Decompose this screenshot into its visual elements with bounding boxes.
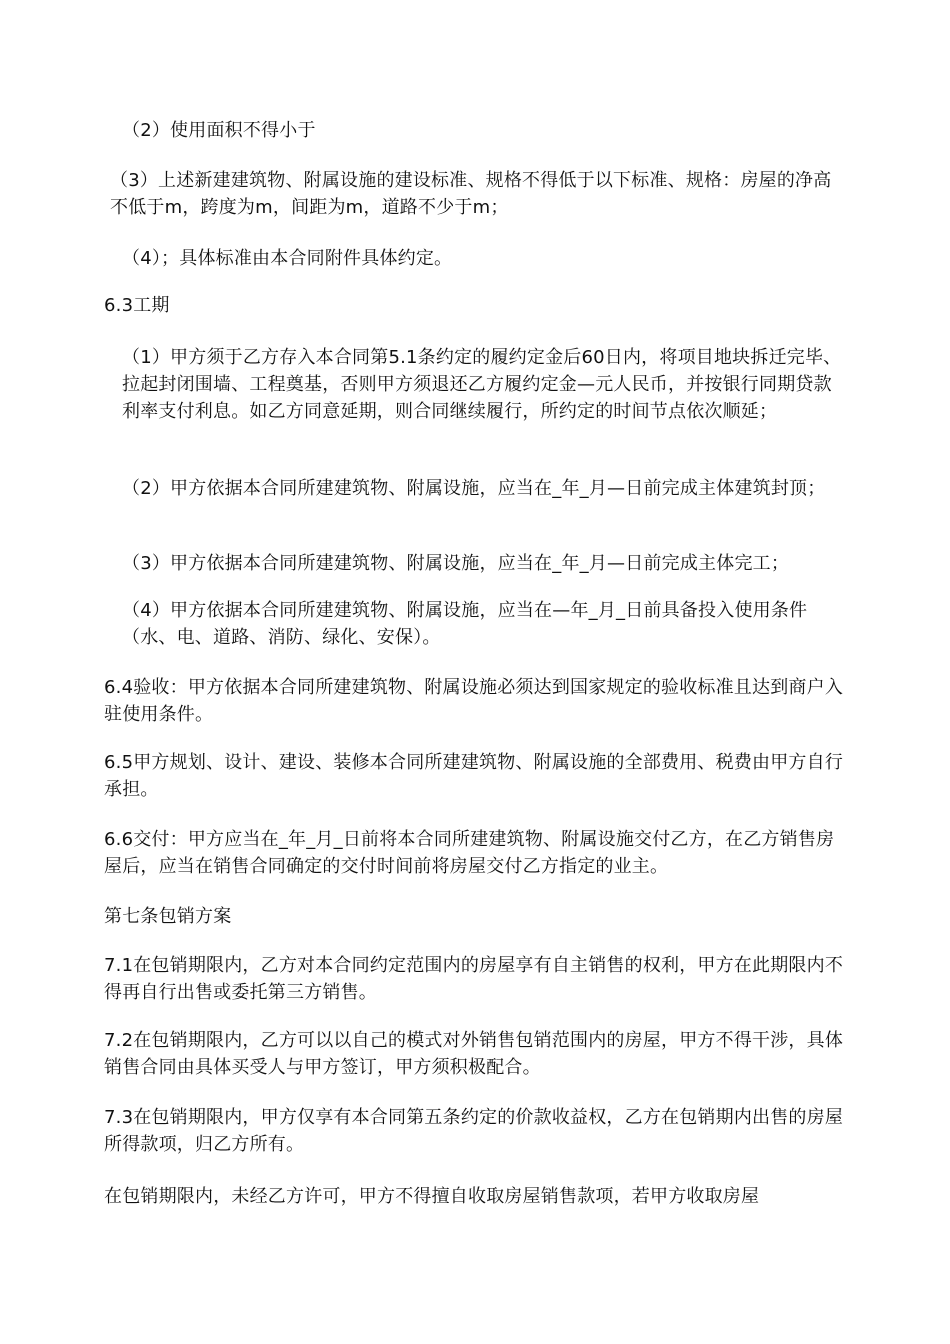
section-heading-6-3: 6.3工期	[104, 295, 170, 316]
paragraph-6-2-4: （4）；具体标准由本合同附件具体约定。	[122, 248, 453, 269]
paragraph-6-4: 6.4验收：甲方依据本合同所建建筑物、附属设施必须达到国家规定的验收标准且达到商户入驻使用条件。	[104, 677, 844, 725]
paragraph-7-2: 7.2在包销期限内，乙方可以以自己的模式对外销售包销范围内的房屋，甲方不得干涉，具体销售合同由具体买受人与甲方签订，甲方须积极配合。	[104, 1030, 844, 1078]
paragraph-7-3: 7.3在包销期限内，甲方仅享有本合同第五条约定的价款收益权，乙方在包销期内出售的房屋所得款项，归乙方所有。	[104, 1107, 844, 1155]
paragraph-6-2-2: （2）使用面积不得小于	[122, 120, 316, 141]
paragraph-6-5: 6.5甲方规划、设计、建设、装修本合同所建建筑物、附属设施的全部费用、税费由甲方自行承担。	[104, 752, 844, 800]
paragraph-7-3-continued: 在包销期限内，未经乙方许可，甲方不得擅自收取房屋销售款项，若甲方收取房屋	[104, 1186, 760, 1207]
paragraph-6-2-3: （3）上述新建建筑物、附属设施的建设标准、规格不得低于以下标准、规格：房屋的净高不低于m，跨度为m，间距为m，道路不少于m；	[110, 170, 832, 218]
paragraph-6-6: 6.6交付：甲方应当在_年_月_日前将本合同所建建筑物、附属设施交付乙方，在乙方销售房屋后，应当在销售合同确定的交付时间前将房屋交付乙方指定的业主。	[104, 829, 835, 877]
paragraph-6-3-3: （3）甲方依据本合同所建建筑物、附属设施，应当在_年_月—日前完成主体完工；	[122, 553, 790, 574]
paragraph-7-1: 7.1在包销期限内，乙方对本合同约定范围内的房屋享有自主销售的权利，甲方在此期限内不得再自行出售或委托第三方销售。	[104, 955, 844, 1003]
paragraph-6-3-1: （1）甲方须于乙方存入本合同第5.1条约定的履约定金后60日内，将项目地块拆迁完毕、拉起封闭围墙、工程奠基，否则甲方须退还乙方履约定金—元人民币，并按银行同期贷款利率支付利息。如乙方同意延期，则合同继续履行，所约定的时间节点依次顺延；	[122, 347, 842, 422]
section-heading-article-7: 第七条包销方案	[104, 906, 232, 927]
paragraph-6-3-2: （2）甲方依据本合同所建建筑物、附属设施，应当在_年_月—日前完成主体建筑封顶；	[122, 478, 826, 499]
paragraph-6-3-4: （4）甲方依据本合同所建建筑物、附属设施，应当在—年_月_日前具备投入使用条件（水、电、道路、消防、绿化、安保）。	[122, 600, 808, 648]
